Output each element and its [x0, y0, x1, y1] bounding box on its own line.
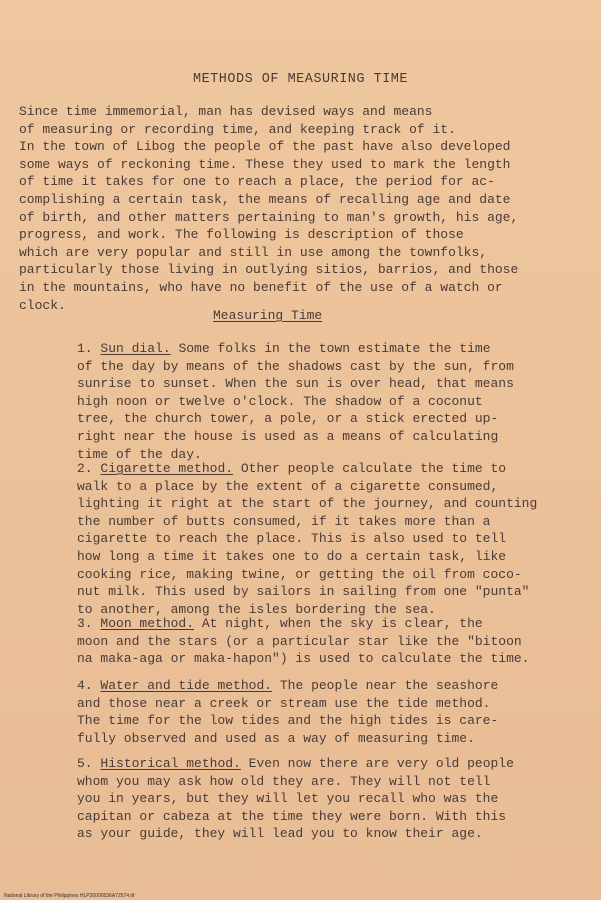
item-number: 2. [77, 461, 93, 476]
section-heading: Measuring Time [213, 308, 323, 323]
intro-paragraph: Since time immemorial, man has devised ways and means of measuring or recording time, and keeping track of it. In the town of Libog the people of the past have also developed some ways of reckoning time. These they used to mark the length of time it takes for one to reach a place, the period for ac- complishing a certain task, the means of recalling age and date of birth, and other matters pertaining to man's growth, his age, progress, and work. The following is description of those which are very popular and still in use among the townfolks, particularly those living in outlying sitios, barrios, and those in the mountains, who have no benefit of the use of a watch or clock. [19, 104, 519, 313]
item-text: The people near the seashore and those near a creek or stream use the tide method. The time for the low tides and the high tides is care- fully observed and used as a way of measuring time. [77, 678, 499, 746]
item-text: At night, when the sky is clear, the moon and the stars (or a particular star like the "bitoon na maka-aga or maka-hapon") is used to calculate the time. [77, 616, 530, 667]
archive-footer: National Library of the Philippines HLP20000536A72574.tif [4, 893, 135, 899]
item-text: Even now there are very old people whom you may ask how old they are. They will not tell you in years, but they will let you recall who was the capitan or cabeza at the time they were born. With this as your guide, they will lead you to know their age. [77, 756, 514, 842]
item-text: Some folks in the town estimate the time of the day by means of the shadows cast by the sun, from sunrise to sunset. When the sun is over head, that means high noon or twelve o'clock. The shadow of a coconut tree, the church tower, a pole, or a stick erected up- right near the house is used as a means of calculating time of the day. [77, 341, 514, 462]
item-number: 1. [77, 341, 93, 356]
list-item-cigarette-method [77, 460, 537, 618]
item-name: Sun dial. [100, 341, 171, 356]
list-item-sun-dial [77, 340, 514, 463]
list-item-moon-method [77, 615, 529, 668]
list-item-historical-method [77, 755, 514, 843]
item-name: Moon method. [100, 616, 195, 631]
item-name: Historical method. [100, 756, 241, 771]
item-name: Cigarette method. [100, 461, 234, 476]
item-number: 3. [77, 616, 93, 631]
item-name: Water and tide method. [100, 678, 273, 693]
page-title: METHODS OF MEASURING TIME [192, 72, 409, 87]
list-item-water-and-tide-method [77, 677, 498, 747]
item-number: 5. [77, 756, 93, 771]
item-number: 4. [77, 678, 93, 693]
item-text: Other people calculate the time to walk to a place by the extent of a cigarette consumed, lighting it right at the start of the journey, and counting the number of butts consumed, if it takes more than a cigarette to reach the place. This is also used to tell how long a time it takes one to do a certain task, like cooking rice, making twine, or getting the oil from coco- nut milk. This used by sailors in sailing from one "punta" to another, among the isles bordering the sea. [77, 461, 538, 617]
